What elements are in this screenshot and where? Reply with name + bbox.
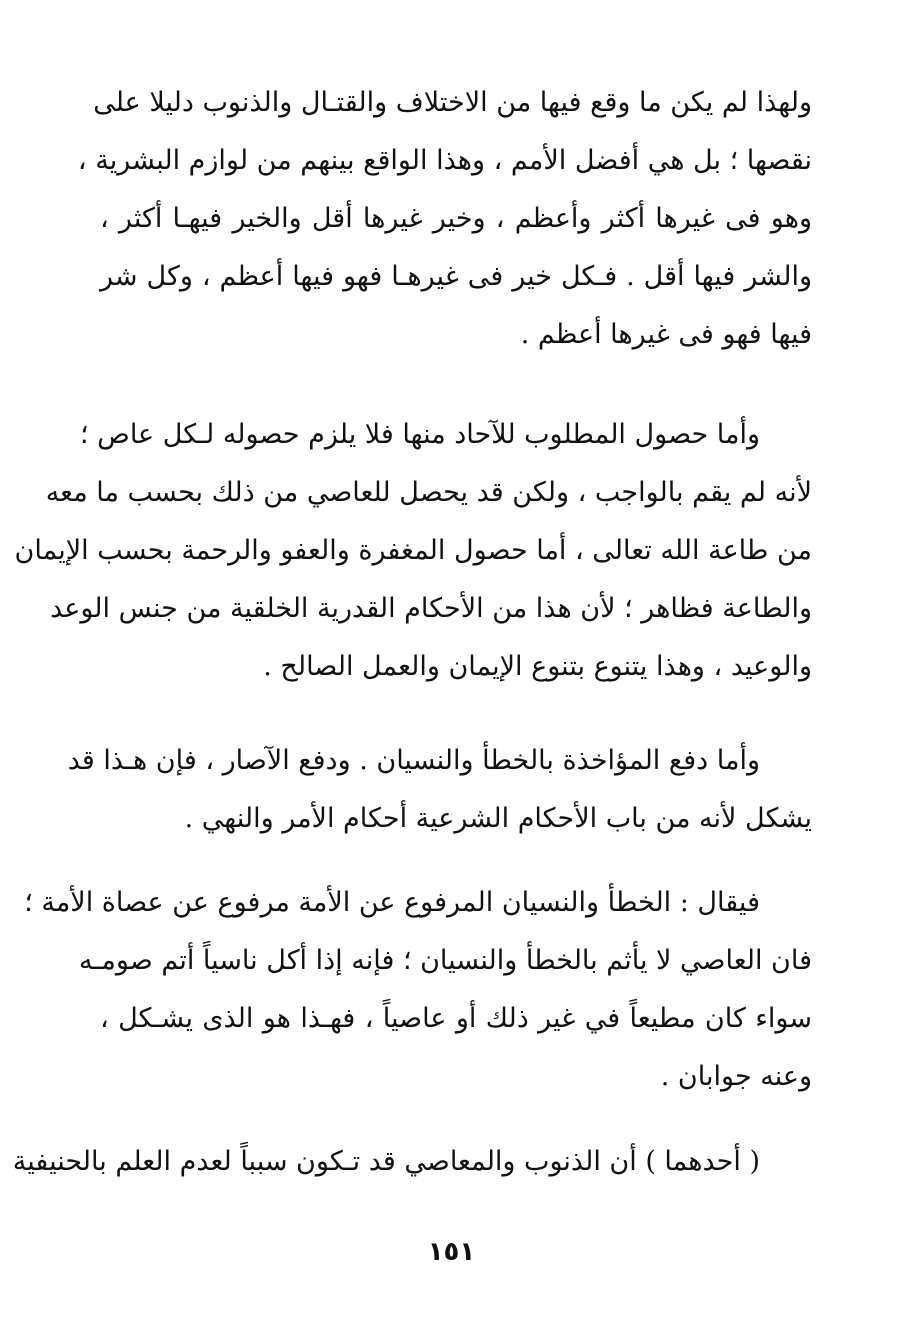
page-number: ١٥١ bbox=[427, 1237, 476, 1267]
paragraph-2 bbox=[14, 406, 812, 696]
text-line: والطاعة فظاهر ؛ لأن هذا من الأحكام القدرية الخلقية من جنس الوعد bbox=[50, 593, 812, 624]
text-line: وأما حصول المطلوب للآحاد منها فلا يلزم حصوله لـكل عاص ؛ bbox=[80, 419, 760, 450]
text-line: فيقال : الخطأ والنسيان المرفوع عن الأمة مرفوع عن عصاة الأمة ؛ bbox=[24, 887, 760, 918]
paragraph-5 bbox=[12, 1133, 812, 1191]
text-line: سواء كان مطيعاً في غير ذلك أو عاصياً ، فهـذا هو الذى يشـكل ، bbox=[100, 1003, 812, 1034]
text-line: فيها فهو فى غيرها أعظم . bbox=[520, 319, 812, 350]
text-line: وعنه جوابان . bbox=[660, 1061, 812, 1092]
text-line: يشكل لأنه من باب الأحكام الشرعية أحكام الأمر والنهي . bbox=[184, 803, 812, 834]
text-line: وهو فى غيرها أكثر وأعظم ، وخير غيرها أقل والخير فيهـا أكثر ، bbox=[100, 203, 812, 234]
text-line: من طاعة الله تعالى ، أما حصول المغفرة والعفو والرحمة بحسب الإيمان bbox=[14, 535, 812, 566]
text-line: ( أحدهما ) أن الذنوب والمعاصي قد تـكون سبباً لعدم العلم بالحنيفية bbox=[12, 1146, 760, 1177]
paragraph-1 bbox=[77, 74, 812, 364]
text-line: فان العاصي لا يأثم بالخطأ والنسيان ؛ فإنه إذا أكل ناسياً أتم صومـه bbox=[79, 945, 812, 976]
text-line: نقصها ؛ بل هي أفضل الأمم ، وهذا الواقع بينهم من لوازم البشرية ، bbox=[77, 145, 812, 176]
text-line: والشر فيها أقل . فـكل خير فى غيرهـا فهو فيها أعظم ، وكل شر bbox=[100, 261, 812, 292]
text-line: والوعيد ، وهذا يتنوع بتنوع الإيمان والعمل الصالح . bbox=[263, 651, 812, 682]
text-line: وأما دفع المؤاخذة بالخطأ والنسيان . ودفع الآصار ، فإن هـذا قد bbox=[67, 745, 760, 776]
text-line: لأنه لم يقم بالواجب ، ولكن قد يحصل للعاصي من ذلك بحسب ما معه bbox=[45, 477, 812, 508]
paragraph-4 bbox=[24, 874, 812, 1106]
paragraph-3 bbox=[67, 732, 812, 848]
text-line: ولهذا لم يكن ما وقع فيها من الاختلاف والقتـال والذنوب دليلا على bbox=[93, 87, 812, 118]
